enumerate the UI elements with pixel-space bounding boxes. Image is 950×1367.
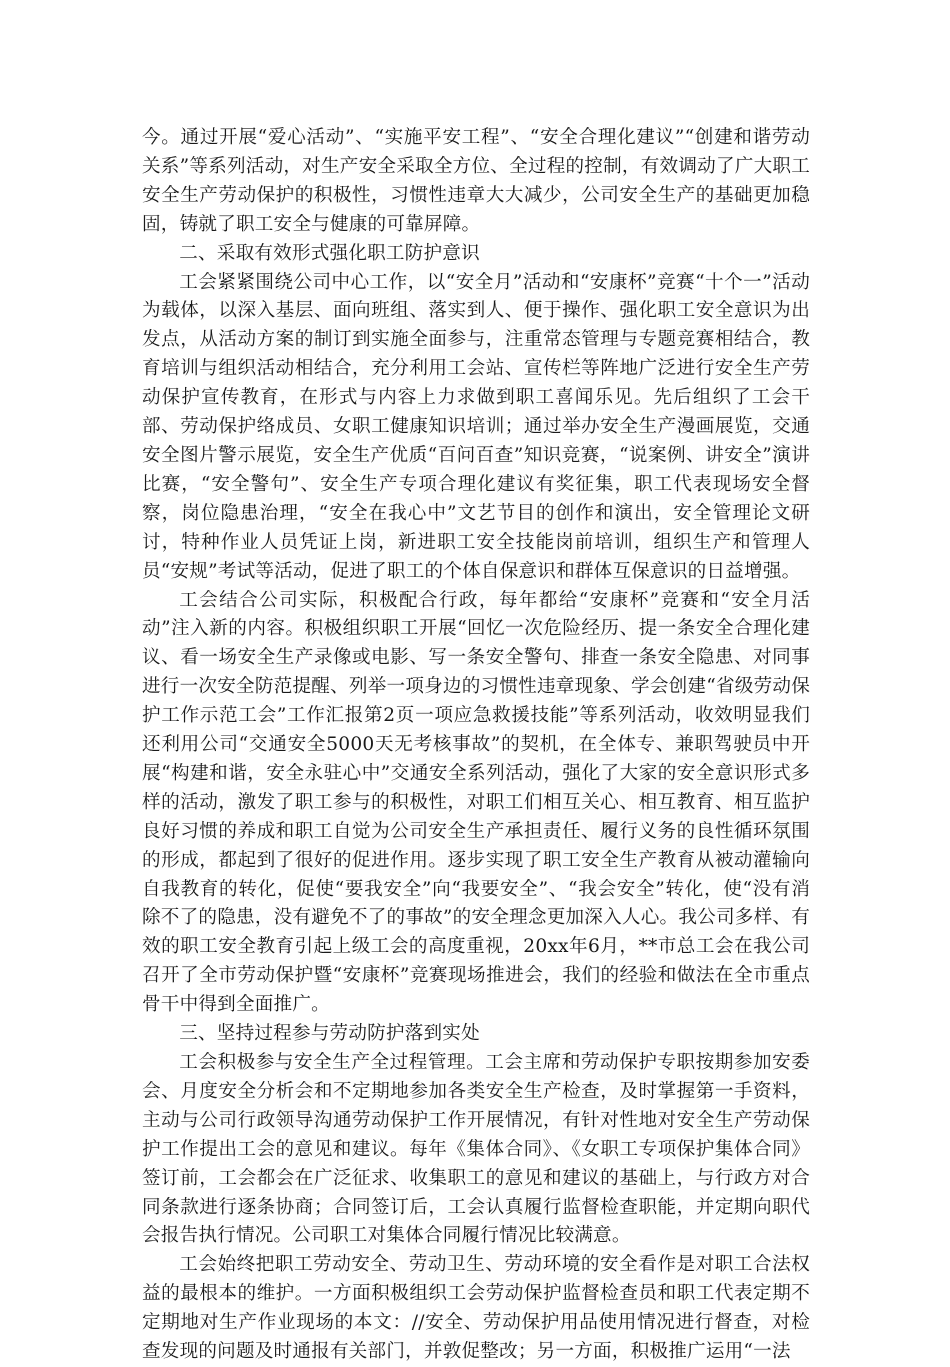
document-body: [142, 124, 810, 1367]
section-heading-2: 二、采取有效形式强化职工防护意识: [179, 242, 480, 264]
paragraph-continuation: 今。通过开展“爱心活动”、“实施平安工程”、“安全合理化建议”“创建和谐劳动关系”等系列活动，对生产安全采取全方位、全过程的控制，有效调动了广大职工安全生产劳动保护的积极性，习惯性违章大大减少，公司安全生产的基础更加稳固，铸就了职工安全与健康的可靠屏障。: [142, 127, 810, 235]
paragraph-body: 工会积极参与安全生产全过程管理。工会主席和劳动保护专职按期参加安委会、月度安全分析会和不定期地参加各类安全生产检查，及时掌握第一手资料，主动与公司行政领导沟通劳动保护工作开展情况，有针对性地对安全生产劳动保护工作提出工会的意见和建议。每年《集体合同》、《女职工专项保护集体合同》签订前，工会都会在广泛征求、收集职工的意见和建议的基础上，与行政方对合同条款进行逐条协商；合同签订后，工会认真履行监督检查职能，并定期向职代会报告执行情况。公司职工对集体合同履行情况比较满意。: [142, 1052, 810, 1247]
paragraph-body: 工会始终把职工劳动安全、劳动卫生、劳动环境的安全看作是对职工合法权益的最根本的维护。一方面积极组织工会劳动保护监督检查员和职工代表定期不定期地对生产作业现场的本文：//安全、劳动保护用品使用情况进行督查，对检查发现的问题及时通报有关部门，并敦促整改；另一方面，积极推广运用“一法: [142, 1254, 810, 1363]
section-heading-3: 三、坚持过程参与劳动防护落到实处: [179, 1023, 480, 1045]
paragraph-body: 工会结合公司实际，积极配合行政，每年都给“安康杯”竞赛和“安全月活动”注入新的内容。积极组织职工开展“回忆一次危险经历、提一条安全合理化建议、看一场安全生产录像或电影、写一条安全警句、排查一条安全隐患、对同事进行一次安全防范提醒、列举一项身边的习惯性违章现象、学会创建“省级劳动保护工作示范工会”工作汇报第2页一项应急救援技能”等系列活动，收效明显我们还利用公司“交通安全5000天无考核事故”的契机，在全体专、兼职驾驶员中开展“构建和谐，安全永驻心中”交通安全系列活动，强化了大家的安全意识形式多样的活动，激发了职工参与的积极性，对职工们相互关心、相互教育、相互监护良好习惯的养成和职工自觉为公司安全生产承担责任、履行义务的良性循环氛围的形成，都起到了很好的促进作用。逐步实现了职工安全生产教育从被动灌输向自我教育的转化，促使“要我安全”向“我要安全”、“我会安全”转化，使“没有消除不了的隐患，没有避免不了的事故”的安全理念更加深入人心。我公司多样、有效的职工安全教育引起上级工会的高度重视，20xx年6月，**市总工会在我公司召开了全市劳动保护暨“安康杯”竞赛现场推进会，我们的经验和做法在全市重点骨干中得到全面推广。: [142, 589, 810, 1016]
paragraph-body: 工会紧紧围绕公司中心工作，以“安全月”活动和“安康杯”竞赛“十个一”活动为载体，以深入基层、面向班组、落实到人、便于操作、强化职工安全意识为出发点，从活动方案的制订到实施全面参与，注重常态管理与专题竞赛相结合，教育培训与组织活动相结合，充分利用工会站、宣传栏等阵地广泛进行安全生产劳动保护宣传教育，在形式与内容上力求做到职工喜闻乐见。先后组织了工会干部、劳动保护络成员、女职工健康知识培训；通过举办安全生产漫画展览，交通安全图片警示展览，安全生产优质“百问百查”知识竞赛，“说案例、讲安全”演讲比赛，“安全警句”、安全生产专项合理化建议有奖征集，职工代表现场安全督察，岗位隐患治理，“安全在我心中”文艺节目的创作和演出，安全管理论文研讨，特种作业人员凭证上岗，新进职工安全技能岗前培训，组织生产和管理人员“安规”考试等活动，促进了职工的个体自保意识和群体互保意识的日益增强。: [142, 271, 810, 582]
